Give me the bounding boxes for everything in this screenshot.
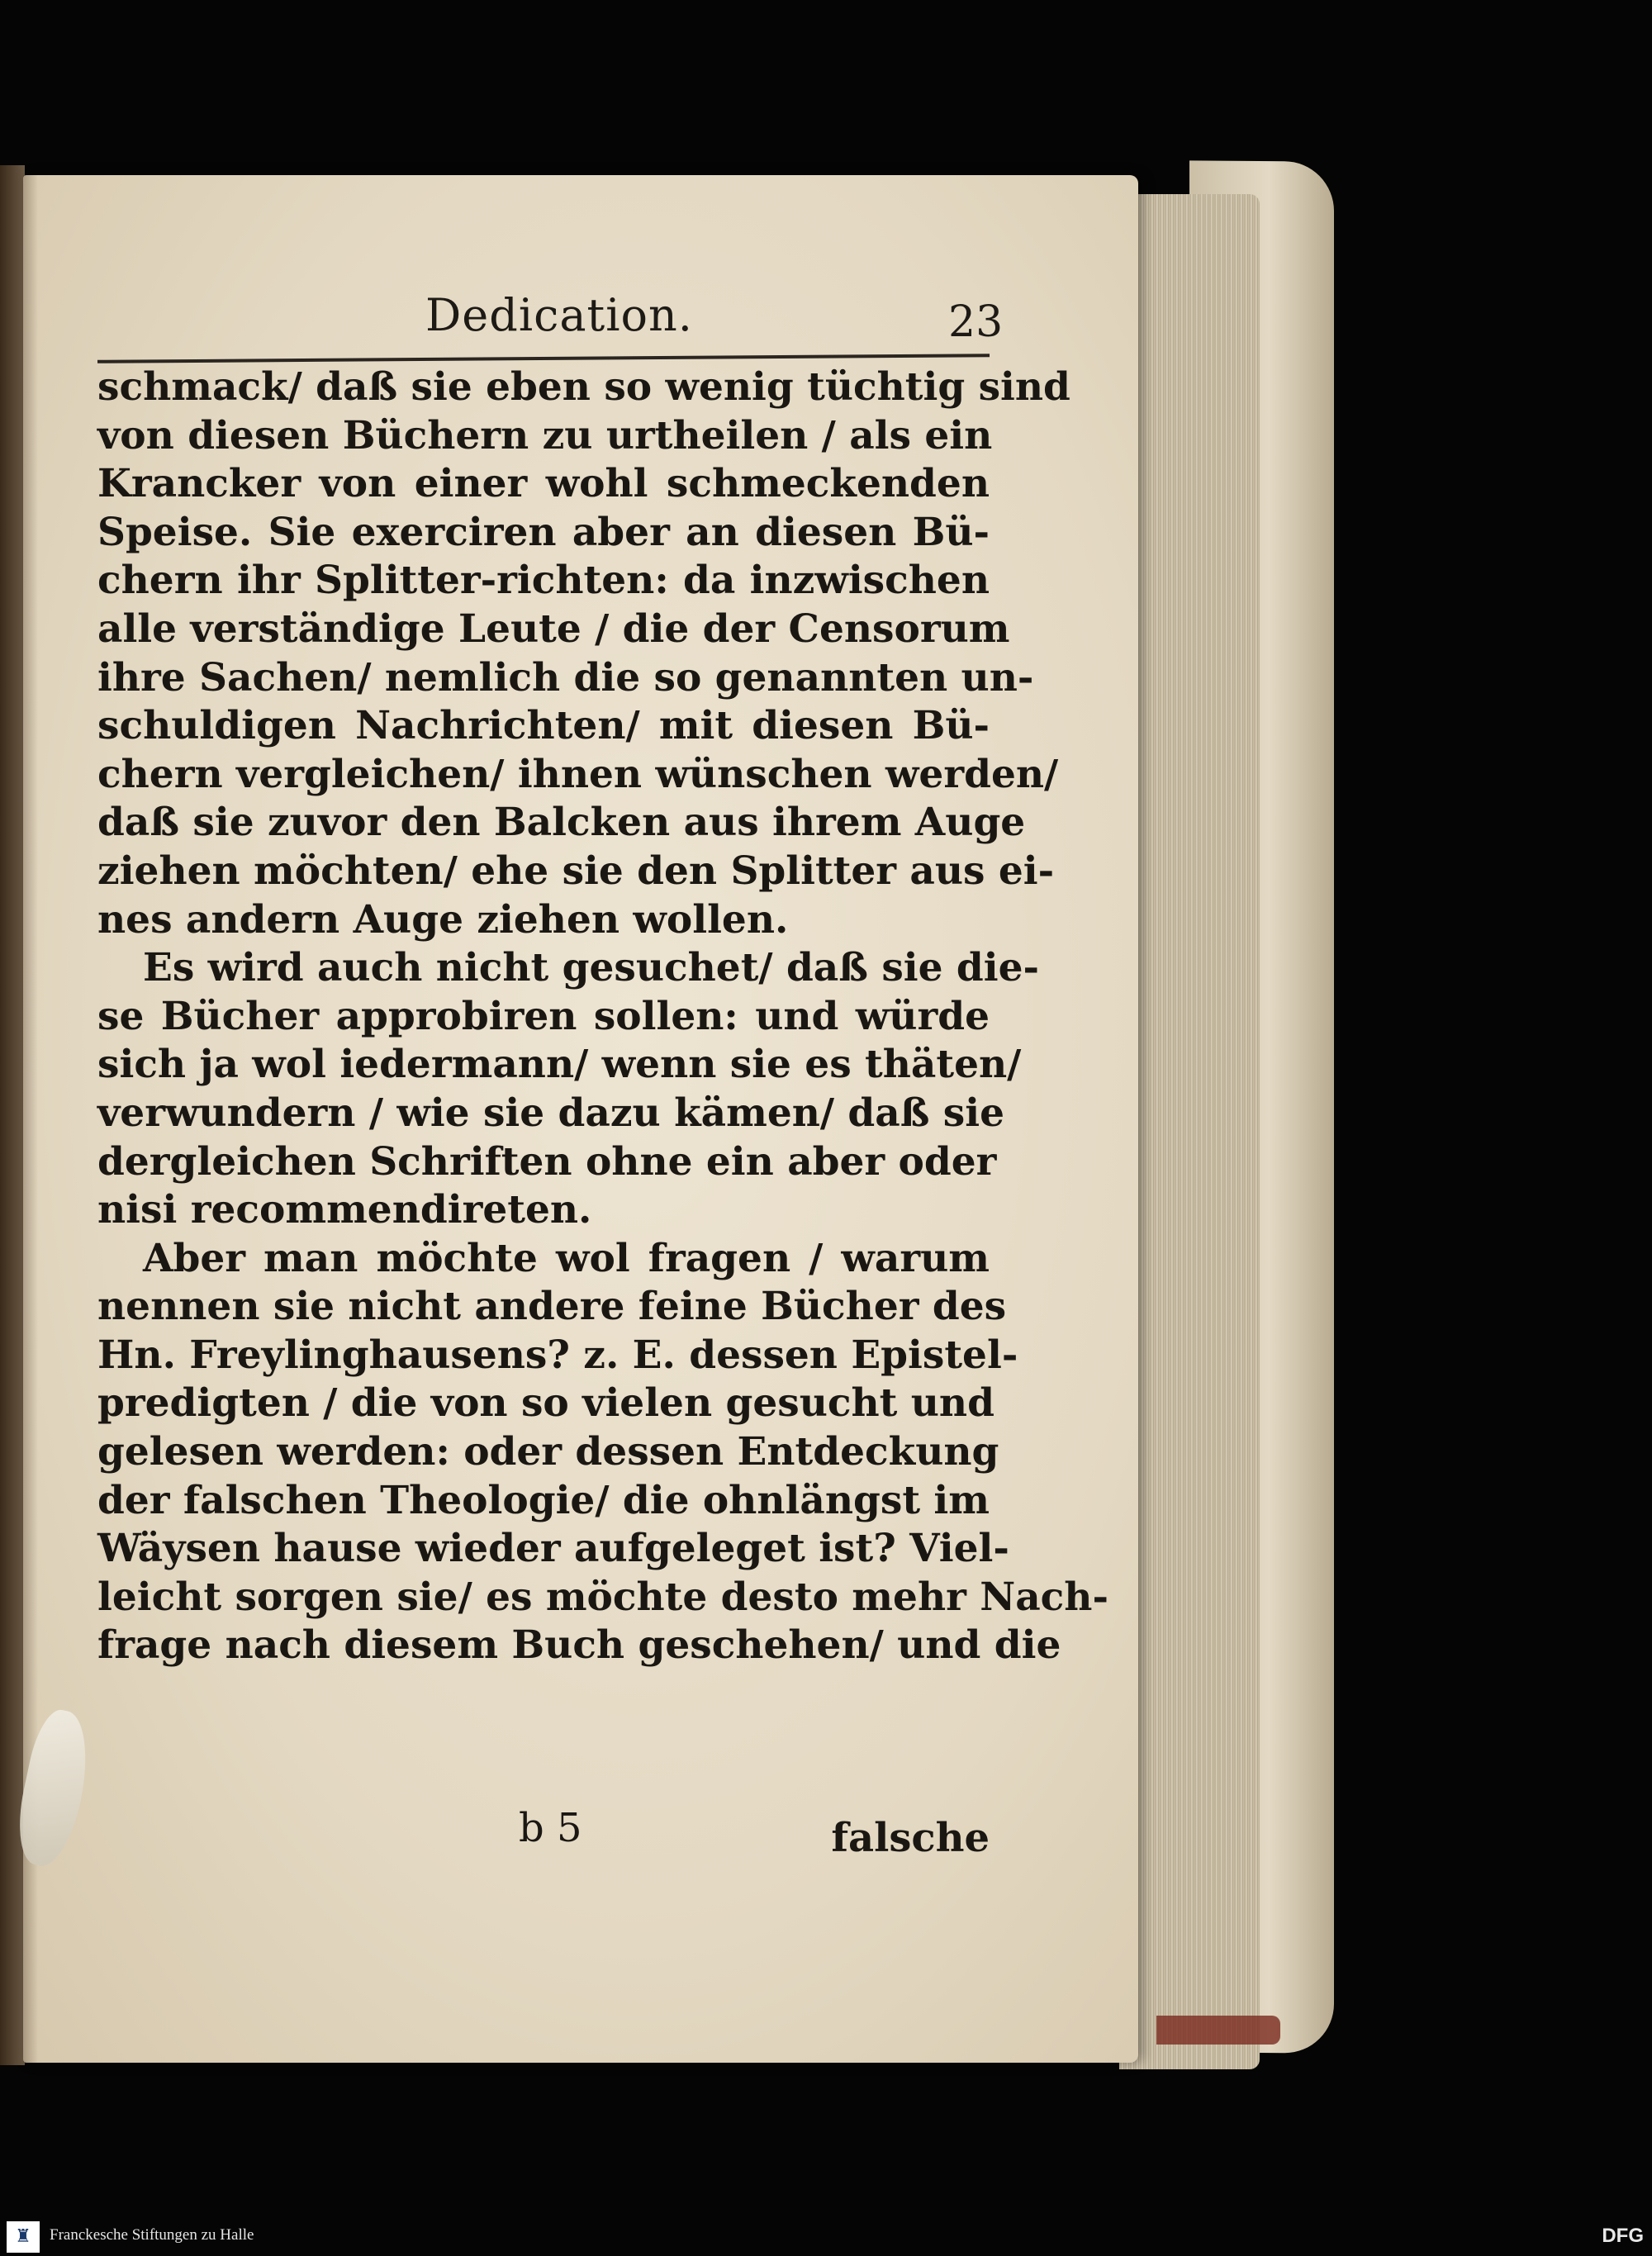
text-line: predigten / die von so vielen gesucht und (97, 1380, 995, 1427)
text-line: Aber man möchte wol fragen / warum (143, 1235, 990, 1281)
text-line: schmack/ daß sie eben so wenig tüchtig sind (97, 364, 1070, 410)
book-cover-left (0, 165, 25, 2065)
catchword: falsche (831, 1815, 990, 1861)
text-line: von diesen Büchern zu urtheilen / als ein (97, 412, 993, 458)
text-line: gelesen werden: oder dessen Entdeckung (97, 1429, 999, 1475)
text-line: dergleichen Schriften ohne ein aber oder (97, 1138, 997, 1185)
text-line: nennen sie nicht andere feine Bücher des (97, 1284, 1007, 1330)
viewer-footer (0, 2216, 1652, 2256)
text-line: Wäysen hause wieder aufgeleget ist? Viel- (97, 1526, 1009, 1572)
text-line: chern ihr Splitter-richten: da inzwischen (97, 558, 990, 604)
text-line: leicht sorgen sie/ es möchte desto mehr Nach- (97, 1574, 1108, 1620)
page-number: 23 (948, 297, 1004, 347)
institution-label: Franckesche Stiftungen zu Halle (50, 2226, 254, 2244)
text-line: frage nach diesem Buch geschehen/ und die (97, 1622, 1061, 1669)
text-line: Speise. Sie exerciren aber an diesen Bü- (97, 509, 990, 555)
dfg-logo: DFG (1602, 2225, 1644, 2247)
page-footer-marks (97, 1805, 990, 1871)
text-line: sich ja wol iedermann/ wenn sie es thäten/ (97, 1042, 1022, 1088)
text-line: Es wird auch nicht gesuchet/ daß sie die- (143, 945, 1040, 991)
red-page-edge (1156, 2016, 1280, 2045)
signature-mark: b 5 (519, 1805, 582, 1851)
text-line: verwundern / wie sie dazu kämen/ daß sie (97, 1090, 1005, 1136)
text-line: ziehen möchten/ ehe sie den Splitter aus ei- (97, 848, 1055, 894)
text-line: alle verständige Leute / die der Censorum (97, 606, 1010, 652)
text-line: daß sie zuvor den Balcken aus ihrem Auge (97, 800, 1026, 846)
text-line: chern vergleichen/ ihnen wünschen werden/ (97, 751, 1059, 797)
text-line: nes andern Auge ziehen wollen. (97, 896, 789, 943)
text-line: der falschen Theologie/ die ohnlängst im (97, 1477, 990, 1523)
text-line: Krancker von einer wohl schmeckenden (97, 461, 990, 507)
text-line: ihre Sachen/ nemlich die so genannten un- (97, 654, 1034, 701)
text-line: schuldigen Nachrichten/ mit diesen Bü- (97, 703, 990, 749)
page-stack-edge (1119, 194, 1260, 2069)
francke-foundation-logo-icon: ♜ (7, 2221, 40, 2253)
running-head: Dedication. (425, 289, 693, 341)
text-line: se Bücher approbiren sollen: und würde (97, 993, 990, 1039)
body-text (97, 363, 1108, 1670)
text-line: nisi recommendireten. (97, 1187, 592, 1233)
text-line: Hn. Freylinghausens? z. E. dessen Epistel- (97, 1332, 1018, 1378)
